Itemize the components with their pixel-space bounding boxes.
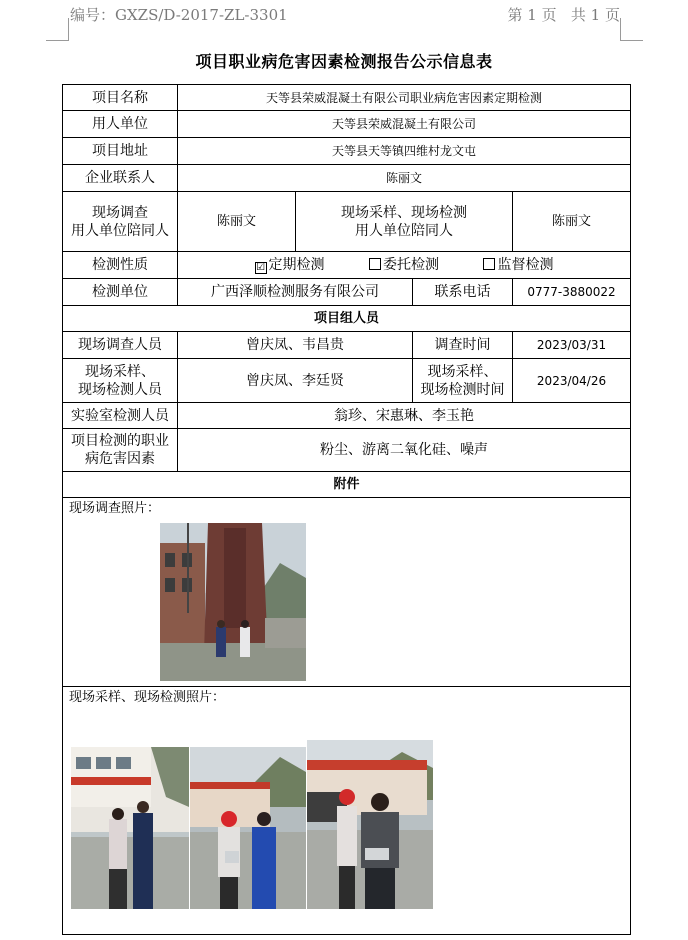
info-table [62,84,631,935]
sampling-accompany-label [296,192,513,252]
employer-value: 天等县荣威混凝土有限公司 [178,111,631,138]
checkbox-checked-icon[interactable]: ☑ [256,262,266,273]
survey-time-label: 调查时间 [413,332,513,359]
address-value: 天等县天等镇四维村龙文屯 [178,138,631,165]
phone-label: 联系电话 [413,279,513,306]
survey-photos-cell [63,498,631,687]
checkbox-icon[interactable] [483,258,495,270]
survey-accompany-label-line2: 用人单位陪同人 [71,222,169,239]
contact-value: 陈丽文 [178,165,631,192]
crop-mark-left [46,18,69,41]
survey-staff-label: 现场调查人员 [63,332,178,359]
survey-photos-caption: 现场调查照片： [69,501,161,516]
sampling-time-label: 现场采样、 现场检测时间 [413,359,513,403]
lab-staff-label: 实验室检测人员 [63,403,178,429]
survey-accompany-label [63,192,178,252]
nature-option-regular[interactable]: ☑ 定期检测 [256,257,325,273]
sampling-photos-cell [63,687,631,935]
nature-label: 检测性质 [63,252,178,279]
nature-options [178,252,631,279]
survey-staff-value: 曾庆凤、韦昌贵 [178,332,413,359]
hazards-label: 项目检测的职业 病危害因素 [63,429,178,472]
contact-label: 企业联系人 [63,165,178,192]
sampling-photo-2 [190,747,306,909]
hazards-value: 粉尘、游离二氧化硅、噪声 [178,429,631,472]
page-info: 第 1 页 共 1 页 [507,6,620,24]
team-section-title: 项目组人员 [63,306,631,332]
survey-accompany-value: 陈丽文 [178,192,296,252]
sampling-time-value: 2023/04/26 [513,359,631,403]
survey-time-value: 2023/03/31 [513,332,631,359]
phone-value: 0777-3880022 [513,279,631,306]
survey-site-photo [160,523,306,681]
document-number: 编号：GXZS/D-2017-ZL-3301 [70,6,288,24]
project-name-value: 天等县荣威混凝土有限公司职业病危害因素定期检测 [178,85,631,111]
sampling-photo-1 [71,747,189,909]
agency-label: 检测单位 [63,279,178,306]
page-title: 项目职业病危害因素检测报告公示信息表 [195,52,493,71]
address-label: 项目地址 [63,138,178,165]
sampling-accompany-label-line1: 现场采样、现场检测 [341,204,467,221]
agency-value: 广西泽顺检测服务有限公司 [178,279,413,306]
sampling-accompany-label-line2: 用人单位陪同人 [355,222,453,239]
crop-mark-right [620,18,643,41]
sampling-staff-value: 曾庆凤、李廷贤 [178,359,413,403]
employer-label: 用人单位 [63,111,178,138]
project-name-label: 项目名称 [63,85,178,111]
sampling-photo-3 [307,740,433,909]
sampling-staff-label: 现场采样、 现场检测人员 [63,359,178,403]
attachments-section-title: 附件 [63,472,631,498]
nature-option-supervisory[interactable]: 监督检测 [483,257,553,273]
nature-option-commissioned[interactable]: 委托检测 [369,257,439,273]
checkbox-icon[interactable] [369,258,381,270]
survey-accompany-label-line1: 现场调查 [92,204,148,221]
sampling-photos-caption: 现场采样、现场检测照片： [69,690,226,705]
lab-staff-value: 翁珍、宋惠琳、李玉艳 [178,403,631,429]
sampling-accompany-value: 陈丽文 [513,192,631,252]
